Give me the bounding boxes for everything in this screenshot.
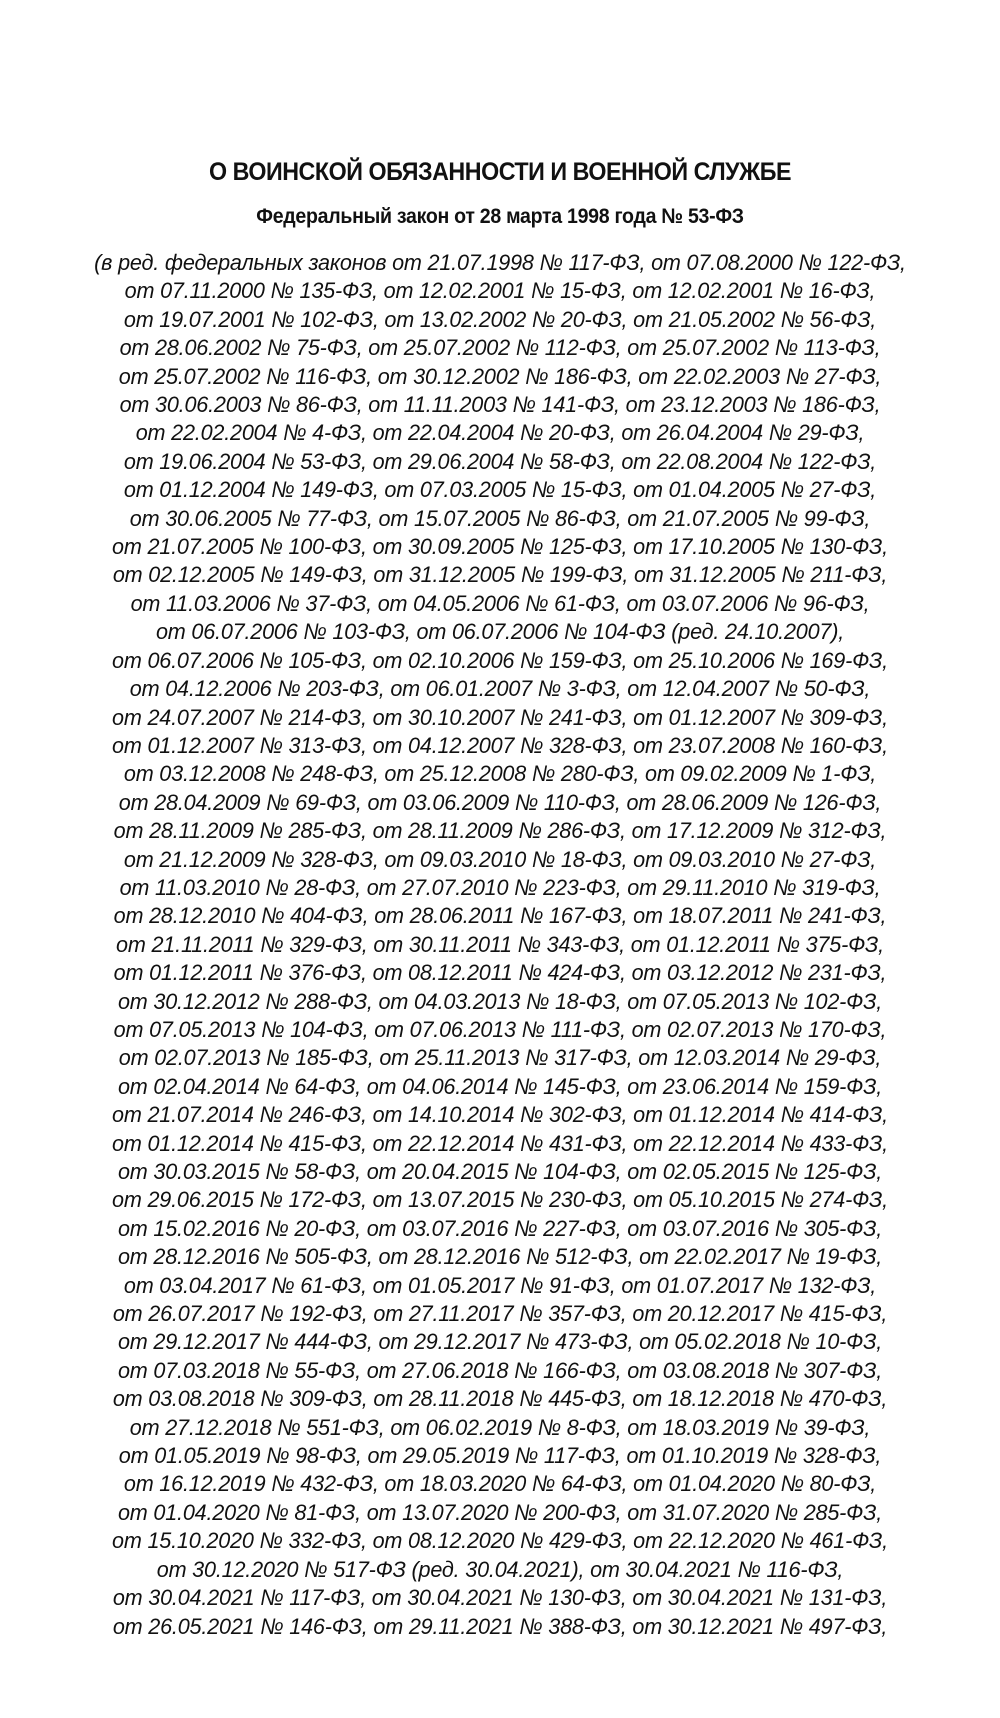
amendment-line: от 28.11.2009 № 285-ФЗ, от 28.11.2009 № 286-ФЗ, от 17.12.2009 № 312-ФЗ, <box>113 818 887 844</box>
amendments-list <box>60 249 940 1641</box>
amendment-line: от 30.03.2015 № 58-ФЗ, от 20.04.2015 № 104-ФЗ, от 02.05.2015 № 125-ФЗ, <box>117 1159 883 1184</box>
amendment-line: от 06.07.2006 № 103-ФЗ, от 06.07.2006 № 104-ФЗ (ред. 24.10.2007), <box>155 619 845 645</box>
amendment-line: от 24.07.2007 № 214-ФЗ, от 30.10.2007 № 241-ФЗ, от 01.12.2007 № 309-ФЗ, <box>112 704 888 730</box>
amendment-line: от 28.06.2002 № 75-ФЗ, от 25.07.2002 № 112-ФЗ, от 25.07.2002 № 113-ФЗ, <box>119 335 881 361</box>
amendment-line: от 30.12.2020 № 517-ФЗ (ред. 30.04.2021), от 30.04.2021 № 116-ФЗ, <box>156 1556 844 1582</box>
amendment-line: от 26.05.2021 № 146-ФЗ, от 29.11.2021 № 388-ФЗ, от 30.12.2021 № 497-ФЗ, <box>112 1613 888 1639</box>
amendment-line: от 15.10.2020 № 332-ФЗ, от 08.12.2020 № 429-ФЗ, от 22.12.2020 № 461-ФЗ, <box>112 1528 888 1554</box>
amendment-line: от 30.12.2012 № 288-ФЗ, от 04.03.2013 № 18-ФЗ, от 07.05.2013 № 102-ФЗ, <box>117 988 883 1014</box>
amendment-line: от 02.07.2013 № 185-ФЗ, от 25.11.2013 № 317-ФЗ, от 12.03.2014 № 29-ФЗ, <box>118 1045 882 1071</box>
amendment-line: от 19.07.2001 № 102-ФЗ, от 13.02.2002 № 20-ФЗ, от 21.05.2002 № 56-ФЗ, <box>123 306 877 332</box>
amendment-line: от 28.04.2009 № 69-ФЗ, от 03.06.2009 № 110-ФЗ, от 28.06.2009 № 126-ФЗ, <box>118 789 882 815</box>
amendment-line: от 06.07.2006 № 105-ФЗ, от 02.10.2006 № 159-ФЗ, от 25.10.2006 № 169-ФЗ, <box>112 647 888 673</box>
amendment-line: от 21.07.2005 № 100-ФЗ, от 30.09.2005 № 125-ФЗ, от 17.10.2005 № 130-ФЗ, <box>112 534 888 560</box>
amendment-line: от 21.07.2014 № 246-ФЗ, от 14.10.2014 № 302-ФЗ, от 01.12.2014 № 414-ФЗ, <box>112 1102 888 1128</box>
document-subtitle: Федеральный закон от 28 марта 1998 года № 53-ФЗ <box>256 205 744 228</box>
amendment-line: от 30.04.2021 № 117-ФЗ, от 30.04.2021 № 130-ФЗ, от 30.04.2021 № 131-ФЗ, <box>112 1585 888 1611</box>
amendment-line: от 01.04.2020 № 81-ФЗ, от 13.07.2020 № 200-ФЗ, от 31.07.2020 № 285-ФЗ, <box>117 1499 883 1525</box>
amendment-line: от 15.02.2016 № 20-ФЗ, от 03.07.2016 № 227-ФЗ, от 03.07.2016 № 305-ФЗ, <box>117 1215 883 1241</box>
amendment-line: от 04.12.2006 № 203-ФЗ, от 06.01.2007 № 3-ФЗ, от 12.04.2007 № 50-ФЗ, <box>129 676 871 702</box>
amendment-line: (в ред. федеральных законов от 21.07.1998 № 117-ФЗ, от 07.08.2000 № 122-ФЗ, <box>94 250 906 275</box>
amendment-line: от 01.12.2011 № 376-ФЗ, от 08.12.2011 № 424-ФЗ, от 03.12.2012 № 231-ФЗ, <box>113 960 887 986</box>
amendment-line: от 03.12.2008 № 248-ФЗ, от 25.12.2008 № 280-ФЗ, от 09.02.2009 № 1-ФЗ, <box>123 761 877 787</box>
amendment-line: от 26.07.2017 № 192-ФЗ, от 27.11.2017 № 357-ФЗ, от 20.12.2017 № 415-ФЗ, <box>112 1301 888 1327</box>
amendment-line: от 02.12.2005 № 149-ФЗ, от 31.12.2005 № 199-ФЗ, от 31.12.2005 № 211-ФЗ, <box>112 562 888 588</box>
amendment-line: от 30.06.2003 № 86-ФЗ, от 11.11.2003 № 141-ФЗ, от 23.12.2003 № 186-ФЗ, <box>119 392 881 418</box>
amendment-line: от 19.06.2004 № 53-ФЗ, от 29.06.2004 № 58-ФЗ, от 22.08.2004 № 122-ФЗ, <box>123 448 877 474</box>
amendment-line: от 07.11.2000 № 135-ФЗ, от 12.02.2001 № 15-ФЗ, от 12.02.2001 № 16-ФЗ, <box>124 278 876 304</box>
amendment-line: от 07.05.2013 № 104-ФЗ, от 07.06.2013 № 111-ФЗ, от 02.07.2013 № 170-ФЗ, <box>113 1016 887 1042</box>
amendment-line: от 16.12.2019 № 432-ФЗ, от 18.03.2020 № 64-ФЗ, от 01.04.2020 № 80-ФЗ, <box>123 1471 877 1497</box>
amendment-line: от 03.08.2018 № 309-ФЗ, от 28.11.2018 № 445-ФЗ, от 18.12.2018 № 470-ФЗ, <box>112 1386 888 1412</box>
amendment-line: от 25.07.2002 № 116-ФЗ, от 30.12.2002 № 186-ФЗ, от 22.02.2003 № 27-ФЗ, <box>118 363 882 389</box>
amendment-line: от 27.12.2018 № 551-ФЗ, от 06.02.2019 № 8-ФЗ, от 18.03.2019 № 39-ФЗ, <box>129 1414 871 1440</box>
amendment-line: от 01.12.2004 № 149-ФЗ, от 07.03.2005 № 15-ФЗ, от 01.04.2005 № 27-ФЗ, <box>123 477 877 503</box>
amendment-line: от 01.05.2019 № 98-ФЗ, от 29.05.2019 № 117-ФЗ, от 01.10.2019 № 328-ФЗ, <box>118 1443 882 1469</box>
amendment-line: от 29.06.2015 № 172-ФЗ, от 13.07.2015 № 230-ФЗ, от 05.10.2015 № 274-ФЗ, <box>112 1187 888 1213</box>
amendment-line: от 30.06.2005 № 77-ФЗ, от 15.07.2005 № 86-ФЗ, от 21.07.2005 № 99-ФЗ, <box>129 505 871 531</box>
amendment-line: от 02.04.2014 № 64-ФЗ, от 04.06.2014 № 145-ФЗ, от 23.06.2014 № 159-ФЗ, <box>117 1073 883 1099</box>
amendment-line: от 11.03.2010 № 28-ФЗ, от 27.07.2010 № 223-ФЗ, от 29.11.2010 № 319-ФЗ, <box>119 874 881 900</box>
amendment-line: от 21.12.2009 № 328-ФЗ, от 09.03.2010 № 18-ФЗ, от 09.03.2010 № 27-ФЗ, <box>123 846 877 872</box>
amendment-line: от 01.12.2014 № 415-ФЗ, от 22.12.2014 № 431-ФЗ, от 22.12.2014 № 433-ФЗ, <box>112 1130 888 1156</box>
amendment-line: от 21.11.2011 № 329-ФЗ, от 30.11.2011 № 343-ФЗ, от 01.12.2011 № 375-ФЗ, <box>116 931 884 957</box>
amendment-line: от 11.03.2006 № 37-ФЗ, от 04.05.2006 № 61-ФЗ, от 03.07.2006 № 96-ФЗ, <box>130 590 870 616</box>
amendment-line: от 28.12.2016 № 505-ФЗ, от 28.12.2016 № 512-ФЗ, от 22.02.2017 № 19-ФЗ, <box>117 1244 883 1270</box>
amendment-line: от 03.04.2017 № 61-ФЗ, от 01.05.2017 № 91-ФЗ, от 01.07.2017 № 132-ФЗ, <box>123 1272 877 1298</box>
amendment-line: от 07.03.2018 № 55-ФЗ, от 27.06.2018 № 166-ФЗ, от 03.08.2018 № 307-ФЗ, <box>117 1357 883 1383</box>
document-title: О ВОИНСКОЙ ОБЯЗАННОСТИ И ВОЕННОЙ СЛУЖБЕ <box>208 158 792 186</box>
amendment-line: от 01.12.2007 № 313-ФЗ, от 04.12.2007 № 328-ФЗ, от 23.07.2008 № 160-ФЗ, <box>112 732 888 758</box>
amendment-line: от 29.12.2017 № 444-ФЗ, от 29.12.2017 № 473-ФЗ, от 05.02.2018 № 10-ФЗ, <box>117 1329 883 1355</box>
amendment-line: от 22.02.2004 № 4-ФЗ, от 22.04.2004 № 20-ФЗ, от 26.04.2004 № 29-ФЗ, <box>135 420 865 446</box>
amendment-line: от 28.12.2010 № 404-ФЗ, от 28.06.2011 № 167-ФЗ, от 18.07.2011 № 241-ФЗ, <box>113 903 887 929</box>
